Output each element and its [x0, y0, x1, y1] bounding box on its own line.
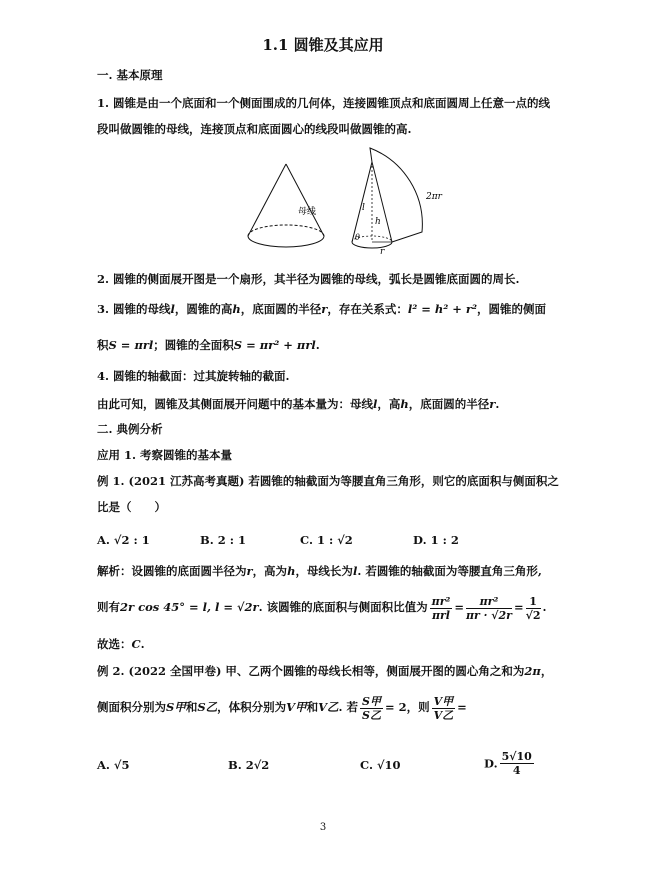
label-h: h — [375, 217, 381, 227]
example-2-option-c: C. √10 — [360, 758, 401, 772]
label-muxian: 母线 — [298, 207, 317, 217]
paragraph-1-line-1: 1. 圆锥是由一个底面和一个侧面围成的几何体，连接圆锥顶点和底面圆周上任意一点的线 — [97, 96, 551, 110]
example-2-line-2: 侧面积分别为S甲和S乙，体积分别为V甲和V乙. 若 $\frac{\text{S甲}}{\text{S乙}}$ = 2，则 $\frac{\text{V甲}}{\text{V乙}}$ = — [97, 694, 467, 722]
label-theta: θ — [355, 233, 360, 242]
example-1-option-a: A. √2 : 1 — [97, 533, 150, 547]
section-heading-principles: 一. 基本原理 — [97, 68, 163, 82]
formula-lateral-area: S = πrl — [108, 338, 154, 352]
paragraph-3-line-2: 积S = πrl；圆锥的全面积S = πr² + πrl. — [97, 338, 320, 352]
application-1-heading: 应用 1. 考察圆锥的基本量 — [97, 448, 233, 462]
cone-diagram — [248, 164, 324, 247]
page-number: 3 — [319, 822, 327, 833]
option-d-fraction: $\frac{5√10}{4}$ — [501, 750, 532, 777]
answer-line: 故选：C. — [97, 637, 145, 651]
fraction-1: $\frac{\text{πr²}}{\text{πrl}}$ — [431, 594, 451, 622]
example-1-option-c: C. 1 : √2 — [300, 533, 353, 547]
paragraph-3-line-1: 3. 圆锥的母线l，圆锥的高h，底面圆的半径r，存在关系式：l² = h² + r²，圆锥的侧面 — [97, 302, 547, 316]
formula-total-area: S = πr² + πrl — [233, 338, 316, 352]
example-1-line-2: 比是（ ） — [97, 500, 166, 514]
solution-line-2: 则有2r cos 45° = l, l = √2r. 该圆锥的底面积与侧面积比值为 $\frac{\text{πr²}}{\text{πrl}}$ = $\frac{\text{πr²}}{\pi r \cdot √2r}$ = $\frac{1}{√2}$ . — [97, 594, 547, 622]
page-title: 1.1 圆锥及其应用 — [262, 36, 384, 54]
label-r: r — [380, 247, 385, 257]
solution-line-1: 解析：设圆锥的底面圆半径为r，高为h，母线长为l. 若圆锥的轴截面为等腰直角三角形, — [97, 564, 542, 578]
example-1-option-b: B. 2 : 1 — [200, 533, 246, 547]
example-2-option-d: D. $\frac{5√10}{4}$ — [484, 750, 532, 777]
example-2-line-1: 例 2. (2022 全国甲卷) 甲、乙两个圆锥的母线长相等，侧面展开图的圆心角之和为2π， — [97, 664, 553, 678]
cone-figure — [240, 144, 460, 264]
formula-cos45: 2r cos 45° = l, l = √2r — [120, 600, 259, 614]
fraction-3: $\frac{1}{√2}$ — [525, 594, 541, 622]
example-2-option-b: B. 2√2 — [228, 758, 270, 772]
example-1-option-d: D. 1 : 2 — [413, 533, 459, 547]
section-heading-examples: 二. 典例分析 — [97, 422, 163, 436]
paragraph-1-line-2: 段叫做圆锥的母线，连接顶点和底面圆心的线段叫做圆锥的高. — [97, 122, 412, 136]
fraction-v-ratio: $\frac{\text{V甲}}{\text{V乙}}$ — [433, 694, 454, 722]
paragraph-5: 由此可知，圆锥及其侧面展开问题中的基本量为：母线l，高h，底面圆的半径r. — [97, 397, 500, 411]
fraction-s-ratio: $\frac{\text{S甲}}{\text{S乙}}$ — [362, 694, 381, 722]
formula-pythagoras: l² = h² + r² — [407, 302, 478, 316]
label-arc-length: 2πr — [426, 192, 442, 202]
example-1-line-1: 例 1. (2021 江苏高考真题) 若圆锥的轴截面为等腰直角三角形，则它的底面积与侧面积之 — [97, 474, 559, 488]
paragraph-4: 4. 圆锥的轴截面：过其旋转轴的截面. — [97, 369, 290, 383]
fraction-2: $\frac{\text{πr²}}{\pi r \cdot √2r}$ — [465, 594, 512, 622]
example-2-option-a: A. √5 — [97, 758, 130, 772]
paragraph-2: 2. 圆锥的侧面展开图是一个扇形，其半径为圆锥的母线，弧长是圆锥底面圆的周长. — [97, 272, 520, 286]
label-l: l — [362, 203, 365, 213]
sector-diagram — [352, 148, 443, 257]
